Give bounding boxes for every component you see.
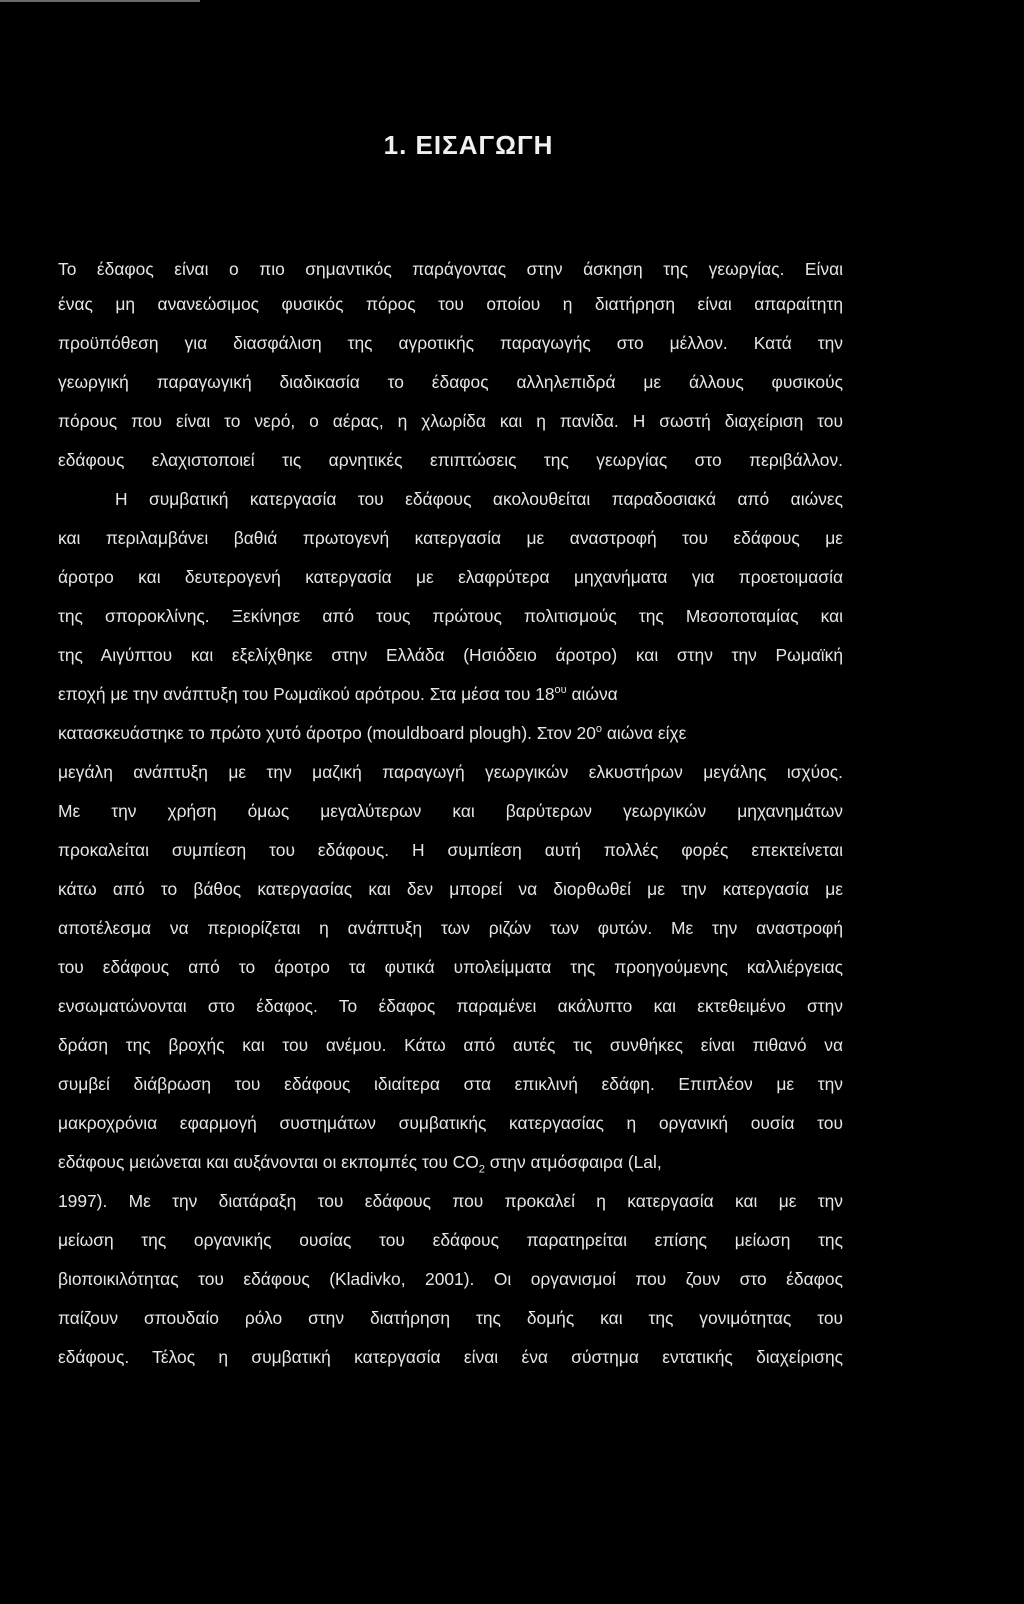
subscript: 2: [478, 1163, 485, 1176]
text-line: [58, 1148, 843, 1176]
text-line: [58, 719, 843, 747]
text-line: μακροχρόνια εφαρμογή συστημάτων συμβατικής κατεργασίας η οργανική ουσία του: [58, 1113, 843, 1133]
text-line: της σποροκλίνης. Ξεκίνησε από τους πρώτους πολιτισμούς της Μεσοποταμίας και: [58, 606, 843, 626]
top-rule: [0, 0, 200, 2]
text-line: παίζουν σπουδαίο ρόλο στην διατήρηση της δομής και της γονιμότητας του: [58, 1308, 843, 1328]
text-line: εδάφους ελαχιστοποιεί τις αρνητικές επιπτώσεις της γεωργίας στο περιβάλλον.: [58, 450, 843, 470]
text-line: πόρους που είναι το νερό, ο αέρας, η χλωρίδα και η πανίδα. Η σωστή διαχείριση του: [58, 411, 843, 431]
text-line: προϋπόθεση για διασφάλιση της αγροτικής παραγωγής στο μέλλον. Κατά την: [58, 333, 843, 353]
superscript: ου: [554, 684, 567, 697]
text-line: δράση της βροχής και του ανέμου. Κάτω από αυτές τις συνθήκες είναι πιθανό να: [58, 1035, 843, 1055]
text-line: Η συμβατική κατεργασία του εδάφους ακολουθείται παραδοσιακά από αιώνες: [115, 489, 843, 509]
text-line: συμβεί διάβρωση του εδάφους ιδιαίτερα στα επικλινή εδάφη. Επιπλέον με την: [58, 1074, 843, 1094]
line-text: αιώνα είχε: [602, 723, 687, 743]
line-text: εποχή με την ανάπτυξη του Ρωμαϊκού αρότρου. Στα μέσα του 18: [58, 684, 555, 704]
line-text: αιώνα: [566, 684, 618, 704]
text-line: μεγάλη ανάπτυξη με την μαζική παραγωγή γεωργικών ελκυστήρων μεγάλης ισχύος.: [58, 762, 843, 782]
text-line: της Αιγύπτου και εξελίχθηκε στην Ελλάδα (Ησιόδειο άροτρο) και στην την Ρωμαϊκή: [58, 645, 843, 665]
line-text: εδάφους μειώνεται και αυξάνονται οι εκπομπές του CO: [58, 1152, 479, 1172]
superscript: ο: [595, 723, 602, 736]
text-line: ενσωματώνονται στο έδαφος. Το έδαφος παραμένει ακάλυπτο και εκτεθειμένο στην: [58, 996, 843, 1016]
text-line: γεωργική παραγωγική διαδικασία το έδαφος αλληλεπιδρά με άλλους φυσικούς: [58, 372, 843, 392]
text-line: [58, 680, 843, 708]
text-line: Με την χρήση όμως μεγαλύτερων και βαρύτερων γεωργικών μηχανημάτων: [58, 801, 843, 821]
text-line: βιοποικιλότητας του εδάφους (Kladivko, 2001). Οι οργανισμοί που ζουν στο έδαφος: [58, 1269, 843, 1289]
text-line: και περιλαμβάνει βαθιά πρωτογενή κατεργασία με αναστροφή του εδάφους με: [58, 528, 843, 548]
text-line: μείωση της οργανικής ουσίας του εδάφους παρατηρείται επίσης μείωση της: [58, 1230, 843, 1250]
text-line: προκαλείται συμπίεση του εδάφους. Η συμπίεση αυτή πολλές φορές επεκτείνεται: [58, 840, 843, 860]
section-heading: 1. ΕΙΣΑΓΩΓΗ: [383, 130, 554, 160]
text-line: Το έδαφος είναι ο πιο σημαντικός παράγοντας στην άσκηση της γεωργίας. Είναι: [58, 259, 843, 279]
text-line: άροτρο και δευτερογενή κατεργασία με ελαφρύτερα μηχανήματα για προετοιμασία: [58, 567, 843, 587]
line-text: κατασκευάστηκε το πρώτο χυτό άροτρο (mouldboard plough). Στον 20: [58, 723, 596, 743]
text-line: αποτέλεσμα να περιορίζεται η ανάπτυξη των ριζών των φυτών. Με την αναστροφή: [58, 918, 843, 938]
text-line: κάτω από το βάθος κατεργασίας και δεν μπορεί να διορθωθεί με την κατεργασία με: [58, 879, 843, 899]
line-text: στην ατμόσφαιρα (Lal,: [484, 1152, 662, 1172]
text-line: ένας μη ανανεώσιμος φυσικός πόρος του οποίου η διατήρηση είναι απαραίτητη: [58, 294, 843, 314]
text-line: εδάφους. Τέλος η συμβατική κατεργασία είναι ένα σύστημα εντατικής διαχείρισης: [58, 1347, 843, 1367]
text-line: του εδάφους από το άροτρο τα φυτικά υπολείμματα της προηγούμενης καλλιέργειας: [58, 957, 843, 977]
text-line: 1997). Με την διατάραξη του εδάφους που προκαλεί η κατεργασία και με την: [58, 1191, 843, 1211]
